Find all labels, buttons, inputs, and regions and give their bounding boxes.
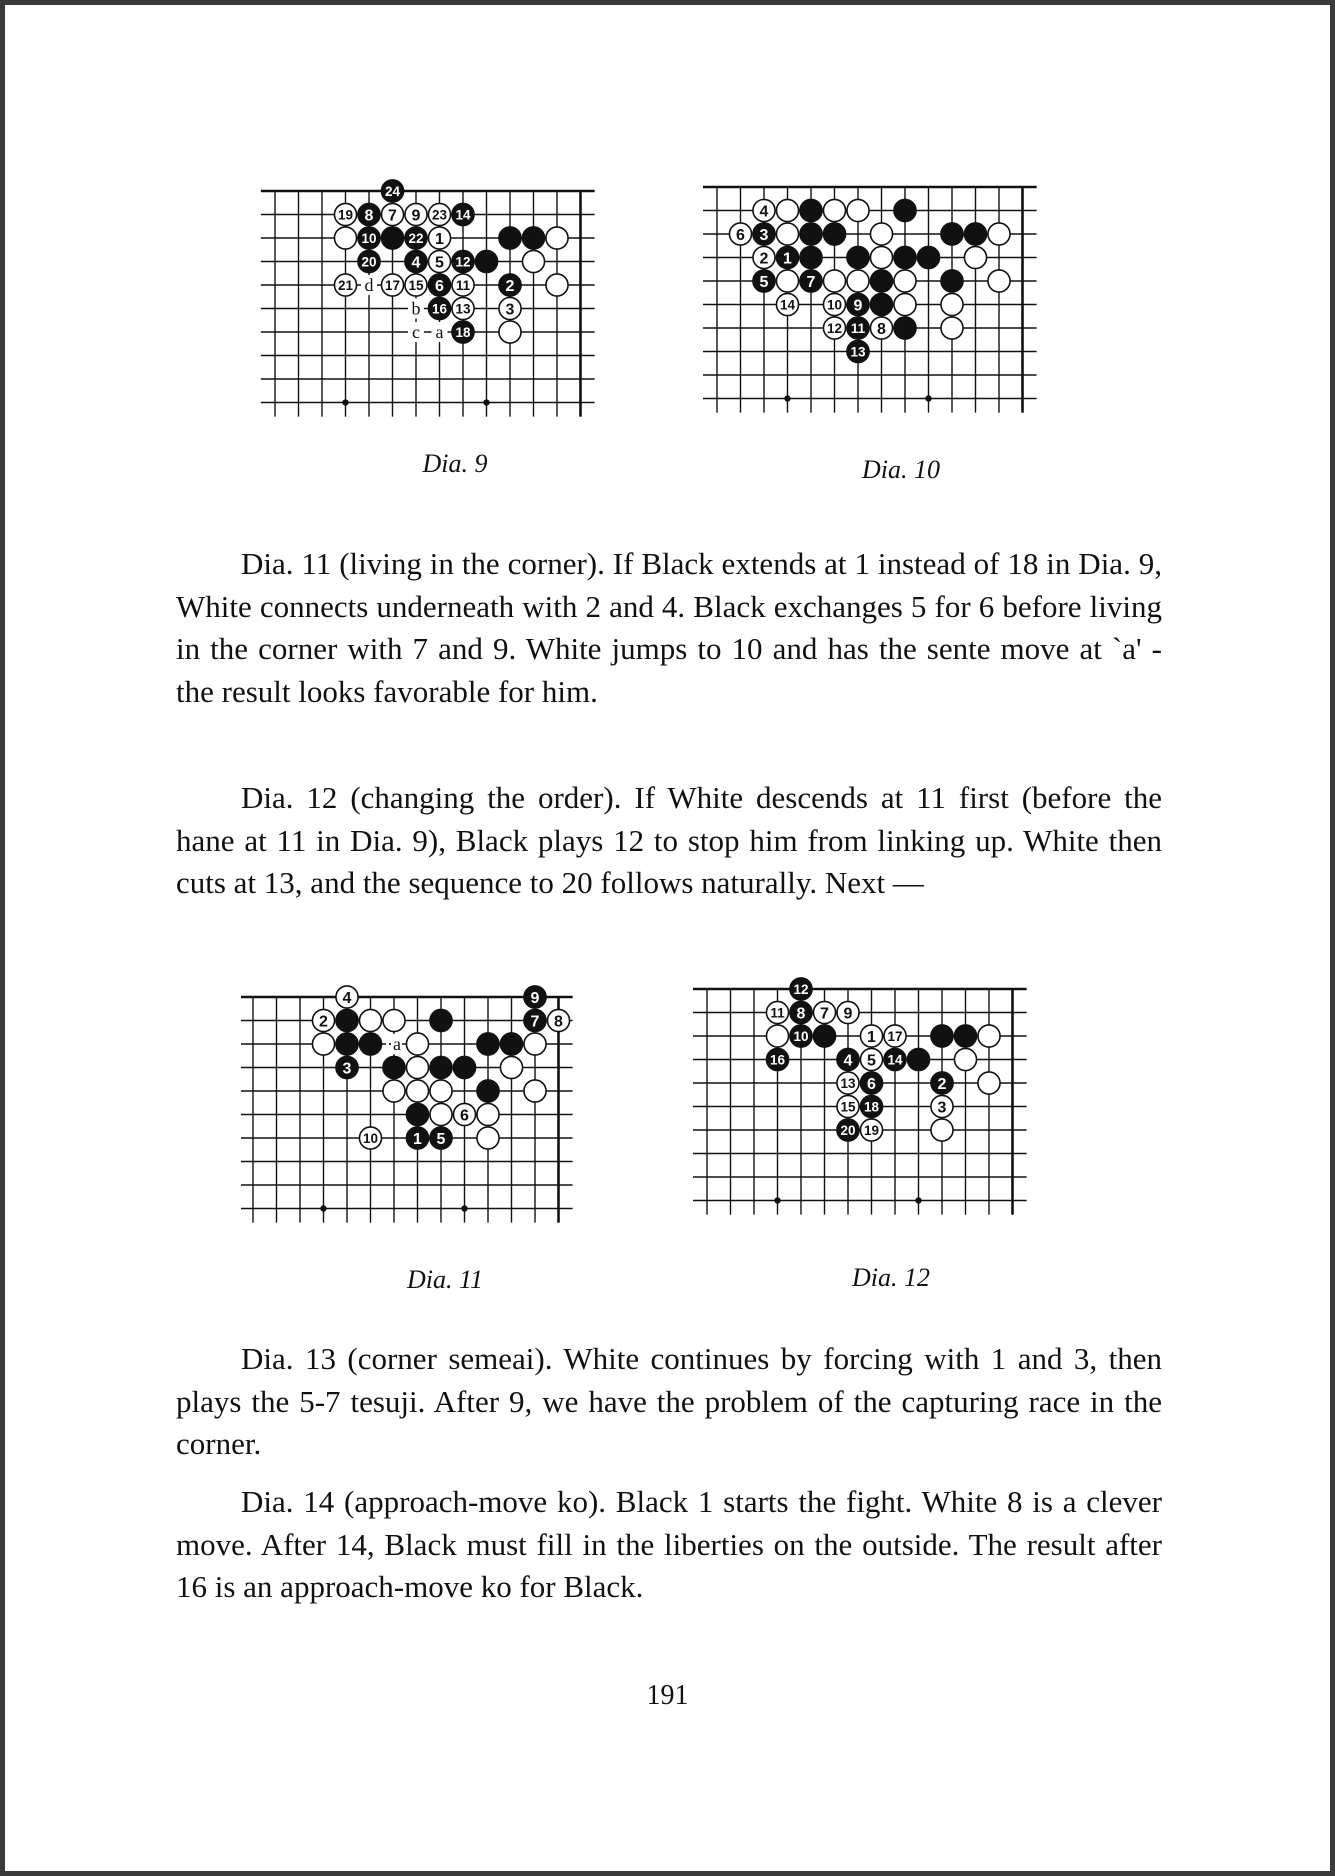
black-stone [800, 246, 822, 268]
move-number: 8 [877, 320, 886, 338]
move-number: 4 [411, 254, 421, 272]
move-number: 9 [530, 989, 540, 1007]
black-stone [847, 246, 869, 268]
move-number: 9 [853, 297, 863, 315]
white-stone [546, 227, 568, 249]
move-number: 18 [455, 324, 471, 340]
white-stone [500, 1056, 522, 1078]
white-stone [894, 270, 916, 292]
black-stone [941, 270, 963, 292]
move-number: 15 [840, 1099, 856, 1115]
move-number: 2 [759, 250, 769, 268]
white-stone [359, 1009, 381, 1031]
go-diagram-dia-11 [241, 977, 641, 1259]
white-stone [941, 293, 963, 315]
caption-dia-10: Dia. 10 [862, 455, 940, 484]
black-stone [359, 1033, 381, 1055]
black-stone [522, 227, 544, 249]
move-number: 4 [759, 203, 769, 221]
move-number: 2 [505, 277, 515, 295]
move-number: 1 [783, 250, 792, 268]
white-stone [847, 199, 869, 221]
move-number: 15 [408, 277, 424, 293]
go-diagram-dia-10 [703, 175, 1099, 453]
move-number: 21 [337, 277, 354, 293]
white-stone [312, 1033, 334, 1055]
white-stone [847, 270, 869, 292]
white-stone [954, 1048, 976, 1070]
move-number: 14 [887, 1052, 903, 1068]
black-stone [894, 317, 916, 339]
go-diagram-dia-12 [693, 973, 1097, 1259]
move-number: 5 [759, 273, 769, 291]
hoshi-point [925, 395, 931, 401]
black-stone [336, 1033, 358, 1055]
move-number: 8 [554, 1013, 563, 1031]
black-stone [894, 246, 916, 268]
caption-dia-12: Dia. 12 [852, 1263, 930, 1292]
white-stone [931, 1119, 953, 1141]
paragraph-dia-13: Dia. 13 (corner semeai). White continues by forcing with 1 and 3, then plays the 5-7 tesuji. After 9, we have the problem of the capturing race in the corner. [176, 1341, 1162, 1461]
move-number: 14 [779, 297, 796, 313]
black-stone [453, 1056, 475, 1078]
move-number: 11 [770, 1005, 785, 1021]
move-number: 10 [793, 1028, 809, 1044]
white-stone [334, 227, 356, 249]
black-stone [499, 227, 521, 249]
paragraph-dia-12: Dia. 12 (changing the order). If White descends at 11 first (before the hane at 11 in Dia. 9), Black plays 12 to stop him from linking up. White then cuts at 13, and the sequence to 20 follows naturally. Next — [176, 780, 1162, 900]
white-stone [383, 1080, 405, 1102]
white-stone [766, 1025, 788, 1047]
move-number: 3 [937, 1099, 947, 1117]
move-number: 14 [455, 207, 471, 223]
black-stone [870, 293, 892, 315]
move-number: 19 [863, 1122, 880, 1138]
move-number: 3 [342, 1060, 352, 1078]
board-grid [703, 187, 1037, 413]
move-number: 7 [388, 207, 397, 225]
black-stone [931, 1025, 953, 1047]
move-number: 8 [796, 1005, 806, 1023]
board-grid [261, 191, 595, 417]
white-stone [383, 1009, 405, 1031]
move-number: 10 [361, 230, 377, 246]
move-number: 17 [887, 1028, 903, 1044]
move-number: 7 [820, 1005, 829, 1023]
white-stone [988, 270, 1010, 292]
move-number: 1 [867, 1028, 876, 1046]
move-number: 6 [867, 1075, 876, 1093]
move-number: 17 [384, 277, 401, 293]
hoshi-point [483, 399, 489, 405]
white-stone [870, 246, 892, 268]
black-stone [870, 270, 892, 292]
book-page [5, 5, 1330, 1871]
page-number: 191 [646, 1680, 689, 1711]
white-stone [430, 1103, 452, 1125]
move-number: 1 [413, 1130, 422, 1148]
move-number: 4 [843, 1052, 853, 1070]
black-stone [907, 1048, 929, 1070]
black-stone [430, 1056, 452, 1078]
board-letter: a [435, 322, 444, 342]
move-number: 10 [826, 297, 843, 313]
black-stone [500, 1033, 522, 1055]
move-number: 12 [793, 981, 809, 997]
black-stone [381, 227, 403, 249]
black-stone [813, 1025, 835, 1047]
white-stone [823, 199, 845, 221]
black-stone [477, 1033, 499, 1055]
move-number: 4 [342, 989, 352, 1007]
hoshi-point [320, 1205, 326, 1211]
white-stone [776, 270, 798, 292]
move-number: 24 [384, 183, 401, 199]
board-letter: ·a [387, 1034, 401, 1054]
hoshi-point [342, 399, 348, 405]
black-stone [941, 223, 963, 245]
move-number: 11 [455, 277, 471, 293]
board-letter: d [364, 275, 374, 295]
board-grid [693, 989, 1027, 1215]
move-number: 8 [364, 207, 374, 225]
move-number: 20 [840, 1122, 856, 1138]
move-number: 6 [435, 277, 444, 295]
white-stone [546, 274, 568, 296]
paragraph-dia-11: Dia. 11 (living in the corner). If Black extends at 1 instead of 18 in Dia. 9, White connects underneath with 2 and 4. Black exchanges 5 for 6 before living in the corner with 7 and 9. White jumps to 10 and has the sente move at `a' - the result looks favorable for him. [176, 546, 1162, 709]
black-stone [800, 199, 822, 221]
move-number: 7 [530, 1013, 540, 1031]
move-number: 18 [863, 1099, 880, 1115]
white-stone [894, 293, 916, 315]
white-stone [870, 223, 892, 245]
board-letter: b [411, 298, 421, 319]
caption-dia-9: Dia. 9 [422, 449, 488, 478]
move-number: 23 [431, 207, 448, 223]
move-number: 13 [850, 344, 866, 360]
black-stone [477, 1080, 499, 1102]
move-number: 12 [455, 254, 471, 270]
white-stone [524, 1033, 546, 1055]
black-stone [800, 223, 822, 245]
white-stone [823, 270, 845, 292]
move-number: 3 [759, 226, 769, 244]
white-stone [776, 199, 798, 221]
move-number: 5 [436, 1130, 446, 1148]
hoshi-point [915, 1197, 921, 1203]
white-stone [978, 1025, 1000, 1047]
move-number: 5 [435, 254, 444, 272]
black-stone [954, 1025, 976, 1047]
black-stone [917, 246, 939, 268]
white-stone [978, 1072, 1000, 1094]
move-number: 13 [455, 301, 471, 317]
move-number: 12 [826, 320, 843, 336]
move-number: 13 [840, 1075, 856, 1091]
move-number: 20 [361, 254, 377, 270]
black-stone [336, 1009, 358, 1031]
white-stone [499, 321, 521, 343]
move-number: 1 [435, 230, 444, 248]
move-number: 5 [867, 1052, 876, 1070]
white-stone [964, 246, 986, 268]
black-stone [823, 223, 845, 245]
move-number: 16 [431, 301, 448, 317]
black-stone [430, 1009, 452, 1031]
white-stone [477, 1103, 499, 1125]
black-stone [475, 250, 497, 272]
board-letter: c [412, 322, 420, 342]
black-stone [894, 199, 916, 221]
white-stone [522, 250, 544, 272]
white-stone [988, 223, 1010, 245]
white-stone [430, 1080, 452, 1102]
white-stone [406, 1056, 428, 1078]
caption-dia-11: Dia. 11 [406, 1265, 484, 1294]
black-stone [406, 1103, 428, 1125]
white-stone [477, 1127, 499, 1149]
move-number: 6 [736, 226, 745, 244]
move-number: 16 [769, 1052, 786, 1068]
move-number: 3 [505, 301, 515, 319]
white-stone [941, 317, 963, 339]
move-number: 2 [319, 1013, 328, 1031]
hoshi-point [461, 1205, 467, 1211]
white-stone [524, 1080, 546, 1102]
hoshi-point [774, 1197, 780, 1203]
white-stone [406, 1033, 428, 1055]
move-number: 6 [460, 1107, 469, 1125]
move-number: 9 [843, 1005, 853, 1023]
move-number: 7 [806, 273, 816, 291]
move-number: 2 [937, 1075, 947, 1093]
move-number: 10 [362, 1130, 379, 1146]
paragraph-dia-14: Dia. 14 (approach-move ko). Black 1 starts the fight. White 8 is a clever move. After 14, Black must fill in the liberties on the outside. The result after 16 is an approach-move ko for Black. [176, 1484, 1162, 1604]
go-diagram-dia-9 [255, 165, 655, 448]
black-stone [964, 223, 986, 245]
white-stone [776, 223, 798, 245]
hoshi-point [784, 395, 790, 401]
black-stone [383, 1056, 405, 1078]
move-number: 22 [408, 230, 424, 246]
move-number: 9 [411, 207, 421, 225]
move-number: 19 [337, 207, 354, 223]
white-stone [406, 1080, 428, 1102]
move-number: 11 [850, 320, 866, 336]
